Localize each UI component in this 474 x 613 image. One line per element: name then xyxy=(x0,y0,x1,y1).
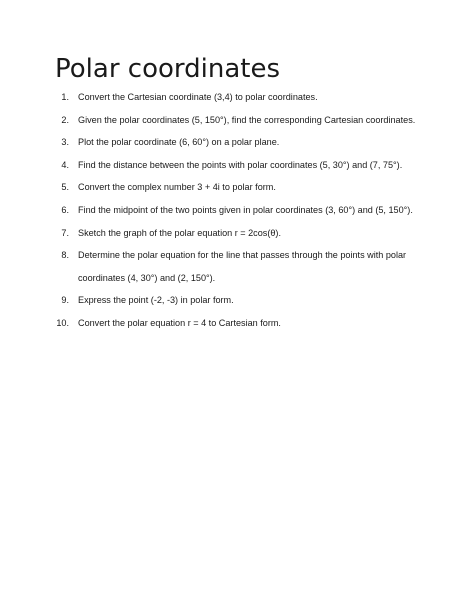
list-item xyxy=(55,131,434,154)
item-text: Determine the polar equation for the line that passes through the points with polar coordinates (4, 30°) and (2, 150°). xyxy=(78,250,407,283)
item-text: Plot the polar coordinate (6, 60°) on a polar plane. xyxy=(78,137,280,148)
list-item xyxy=(55,199,434,222)
item-number: 5. xyxy=(61,182,69,193)
list-item xyxy=(55,176,434,199)
item-number: 6. xyxy=(61,204,69,215)
list-item xyxy=(55,222,434,245)
list-item xyxy=(55,109,434,132)
item-text: Convert the Cartesian coordinate (3,4) to polar coordinates. xyxy=(78,92,318,102)
list-item xyxy=(55,86,434,109)
page-title: Polar coordinates xyxy=(55,54,280,84)
item-number: 4. xyxy=(61,159,69,170)
item-text: Convert the complex number 3 + 4i to polar form. xyxy=(78,182,276,193)
item-number: 1. xyxy=(61,92,69,102)
list-item xyxy=(55,289,434,312)
list-item xyxy=(55,154,434,177)
item-text: Convert the polar equation r = 4 to Cartesian form. xyxy=(78,317,281,328)
item-number: 9. xyxy=(61,295,69,306)
question-list xyxy=(55,86,434,335)
list-item xyxy=(55,244,434,289)
item-text: Express the point (-2, -3) in polar form. xyxy=(78,295,234,306)
list-item xyxy=(55,312,434,335)
item-number: 7. xyxy=(61,227,69,238)
item-number: 8. xyxy=(61,250,69,261)
item-text: Given the polar coordinates (5, 150°), find the corresponding Cartesian coordinates. xyxy=(78,114,416,125)
item-number: 2. xyxy=(61,114,69,125)
item-text: Find the distance between the points with polar coordinates (5, 30°) and (7, 75°). xyxy=(78,159,403,170)
item-number: 10. xyxy=(56,317,69,328)
item-text: Find the midpoint of the two points given in polar coordinates (3, 60°) and (5, 150°). xyxy=(78,204,413,215)
item-number: 3. xyxy=(61,137,69,148)
item-text: Sketch the graph of the polar equation r = 2cos(θ). xyxy=(78,227,281,238)
